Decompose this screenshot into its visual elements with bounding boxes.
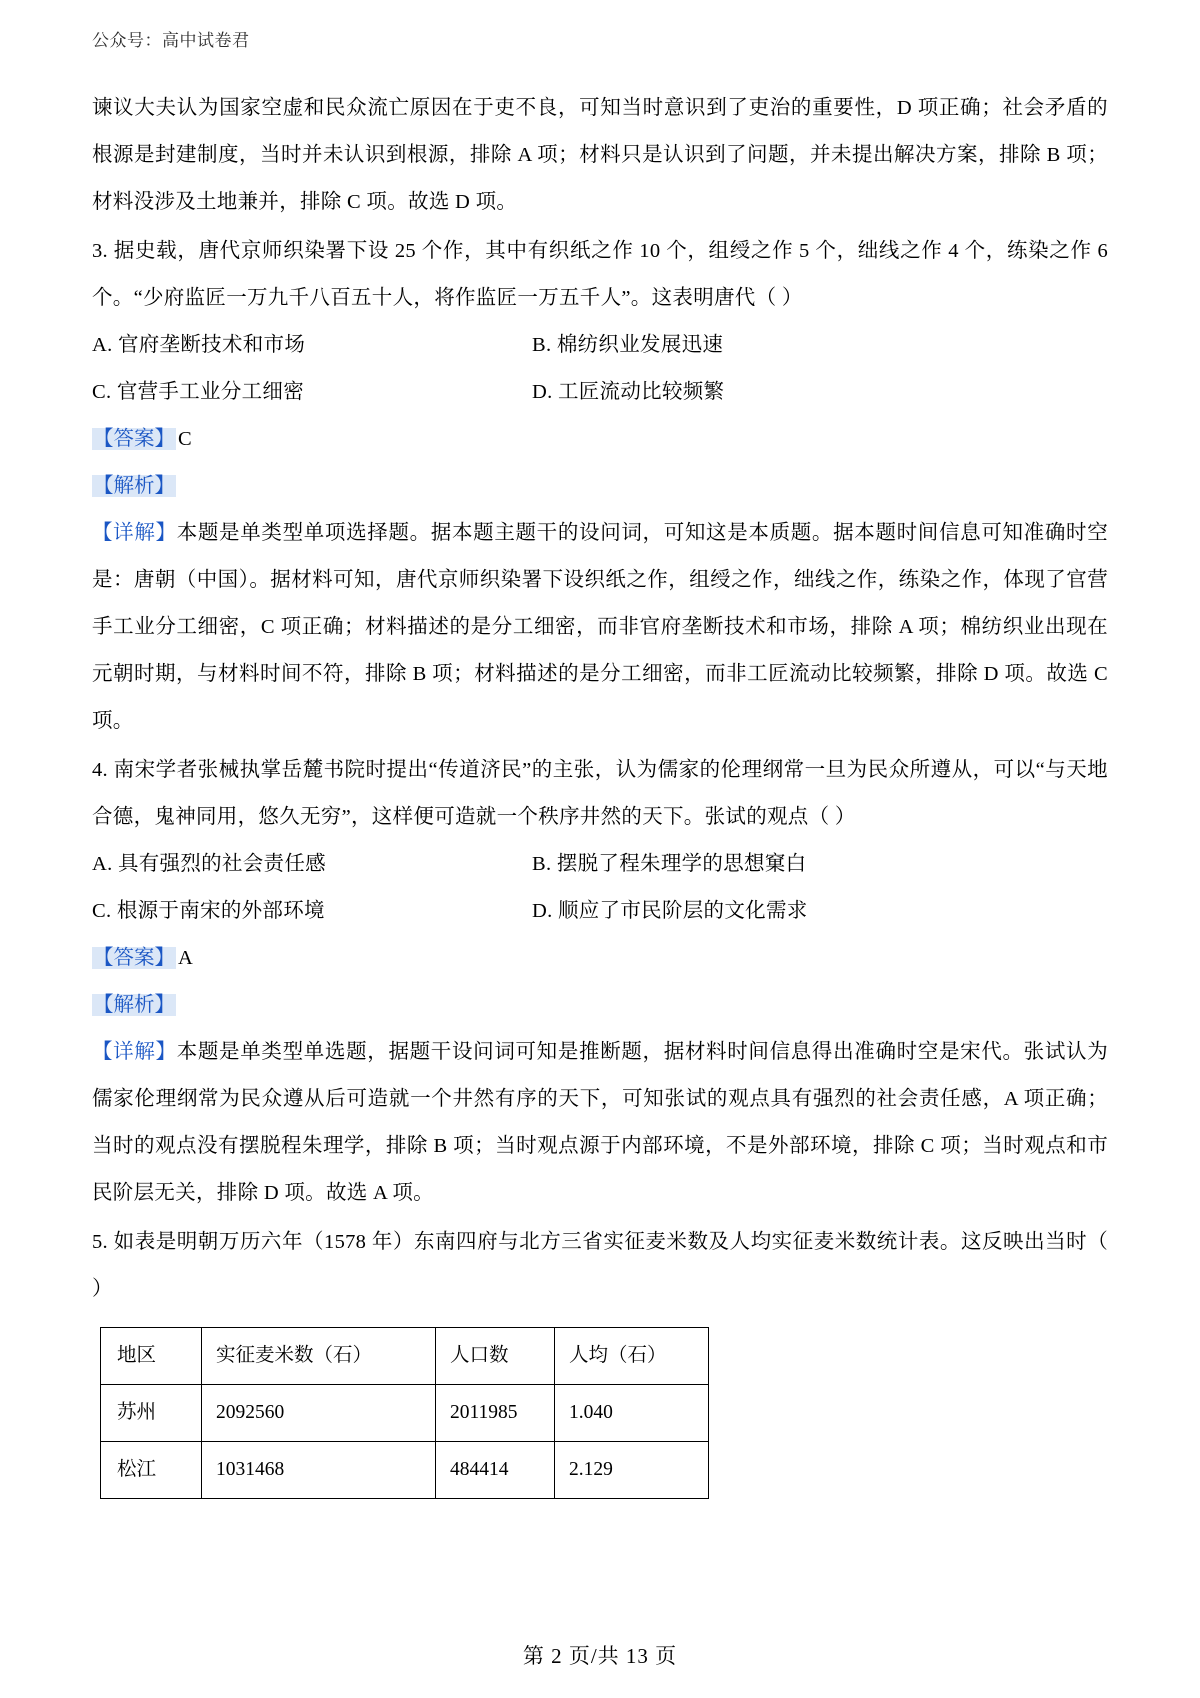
table-header-row [101, 1328, 709, 1385]
analysis-label: 【解析】 [93, 475, 175, 497]
answer-label: 【答案】 [93, 428, 175, 450]
question-5-number: 5. [92, 1231, 108, 1253]
question-3-option-c[interactable]: C. 官营手工业分工细密 [92, 381, 305, 403]
answer-label: 【答案】 [93, 947, 175, 969]
detail-label: 【详解】 [92, 522, 177, 544]
question-3-options-row-1 [92, 322, 1108, 369]
question-4-stem [92, 747, 1108, 841]
table-cell-grain: 2092560 [202, 1385, 436, 1442]
question-4-stem-text: 南宋学者张械执掌岳麓书院时提出“传道济民”的主张，认为儒家的伦理纲常一旦为民众所遵从，可以“与天地合德，鬼神同用，悠久无穷”，这样便可造就一个秩序井然的天下。张试的观点（ ） [92, 759, 1108, 828]
question-3-analysis-line [92, 463, 1108, 510]
question-4-number: 4. [92, 759, 108, 781]
question-4-answer-value: A [178, 947, 193, 969]
question-3-option-a[interactable]: A. 官府垄断技术和市场 [92, 334, 306, 356]
question-4-answer-line [92, 935, 1108, 982]
table-header-cell-percapita: 人均（石） [555, 1328, 709, 1385]
table-cell-region: 苏州 [101, 1385, 202, 1442]
question-3-option-d[interactable]: D. 工匠流动比较频繁 [532, 381, 725, 403]
question-3-answer-line [92, 416, 1108, 463]
question-4-option-c[interactable]: C. 根源于南宋的外部环境 [92, 900, 325, 922]
question-4-option-b[interactable]: B. 摆脱了程朱理学的思想窠白 [532, 853, 807, 875]
question-5-stem [92, 1219, 1108, 1313]
question-3-answer-value: C [178, 428, 192, 450]
page-header-note: 公众号：高中试卷君 [92, 31, 250, 50]
question-5-data-table [100, 1327, 709, 1499]
question-4-detail-paragraph [92, 1029, 1108, 1217]
question-3-stem [92, 228, 1108, 322]
explanation-continued-paragraph: 谏议大夫认为国家空虚和民众流亡原因在于吏不良，可知当时意识到了吏治的重要性，D 项正确；社会矛盾的根源是封建制度，当时并未认识到根源，排除 A 项；材料只是认识到了问题，并未提出解决方案，排除 B 项；材料没涉及土地兼并，排除 C 项。故选 D 项。 [92, 97, 1108, 213]
table-cell-grain: 1031468 [202, 1442, 436, 1499]
question-3-detail-text: 本题是单类型单项选择题。据本题主题干的设问词，可知这是本质题。据本题时间信息可知准确时空是：唐朝（中国）。据材料可知，唐代京师织染署下设织纸之作，组绶之作，绌线之作，练染之作，体现了官营手工业分工细密，C 项正确；材料描述的是分工细密，而非官府垄断技术和市场，排除 A 项；棉纺织业出现在元朝时期，与材料时间不符，排除 B 项；材料描述的是分工细密，而非工匠流动比较频繁，排除 D 项。故选 C 项。 [92, 522, 1108, 732]
table-cell-population: 484414 [436, 1442, 555, 1499]
table-cell-percapita: 2.129 [555, 1442, 709, 1499]
question-3-number: 3. [92, 240, 108, 262]
question-3-options-row-2 [92, 369, 1108, 416]
table-cell-percapita: 1.040 [555, 1385, 709, 1442]
table-cell-population: 2011985 [436, 1385, 555, 1442]
question-4-option-a[interactable]: A. 具有强烈的社会责任感 [92, 853, 326, 875]
table-header-cell-grain: 实征麦米数（石） [202, 1328, 436, 1385]
question-3-stem-text: 据史载，唐代京师织染署下设 25 个作，其中有织纸之作 10 个，组绶之作 5 个，绌线之作 4 个，练染之作 6 个。“少府监匠一万九千八百五十人，将作监匠一万五千人”。这表明唐代（ ） [92, 240, 1108, 309]
analysis-label: 【解析】 [93, 994, 175, 1016]
question-3-option-b[interactable]: B. 棉纺织业发展迅速 [532, 334, 724, 356]
table-row [101, 1385, 709, 1442]
table-header-cell-region: 地区 [101, 1328, 202, 1385]
table-row [101, 1442, 709, 1499]
table-cell-region: 松江 [101, 1442, 202, 1499]
detail-label: 【详解】 [92, 1041, 177, 1063]
question-4-options-row-2 [92, 888, 1108, 935]
question-5-stem-text: 如表是明朝万历六年（1578 年）东南四府与北方三省实征麦米数及人均实征麦米数统计表。这反映出当时（ ） [92, 1231, 1108, 1300]
question-3-detail-paragraph [92, 510, 1108, 745]
question-4-detail-text: 本题是单类型单选题，据题干设问词可知是推断题，据材料时间信息得出准确时空是宋代。张试认为儒家伦理纲常为民众遵从后可造就一个井然有序的天下，可知张试的观点具有强烈的社会责任感，A 项正确；当时的观点没有摆脱程朱理学，排除 B 项；当时观点源于内部环境，不是外部环境，排除 C 项；当时观点和市民阶层无关，排除 D 项。故选 A 项。 [92, 1041, 1108, 1204]
question-4-option-d[interactable]: D. 顺应了市民阶层的文化需求 [532, 900, 808, 922]
question-4-analysis-line [92, 982, 1108, 1029]
table-header-cell-population: 人口数 [436, 1328, 555, 1385]
question-4-options-row-1 [92, 841, 1108, 888]
page-footer: 第 2 页/共 13 页 [522, 1644, 678, 1668]
